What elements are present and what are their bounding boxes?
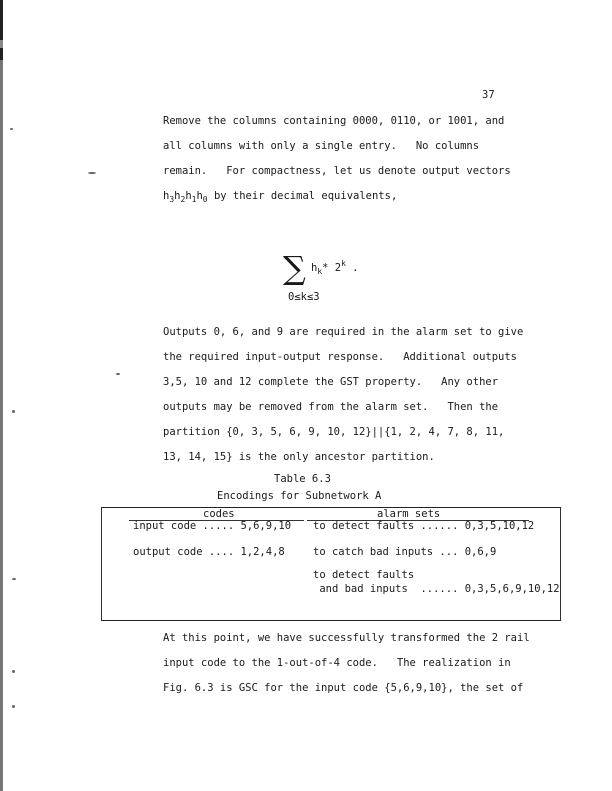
text-line: partition {0, 3, 5, 6, 9, 10, 12}||{1, 2, 4, 7, 8, 11,: [163, 426, 505, 438]
text-line: outputs may be removed from the alarm set. Then the: [163, 401, 499, 413]
table-number: Table 6.3: [274, 473, 331, 485]
formula-term: $h_k*$ 2$^k$ .: [311, 259, 359, 276]
text-line: Remove the columns containing 0000, 0110, or 1001, and: [163, 115, 505, 127]
scan-speck: [116, 373, 120, 375]
header-alarm-sets: alarm sets: [377, 508, 441, 520]
text-line: Outputs 0, 6, and 9 are required in the alarm set to give: [163, 326, 524, 338]
summation-symbol: ∑: [283, 249, 306, 287]
scan-speck: [12, 670, 15, 673]
text-line: all columns with only a single entry. No columns: [163, 140, 480, 152]
encodings-table: [101, 507, 561, 621]
text-line-subscripts: $h_3h_2h_1h_0$ by their decimal equivalents,: [163, 190, 398, 204]
text-line: Fig. 6.3 is GSC for the input code {5,6,9,10}, the set of: [163, 682, 524, 694]
page-left-edge: [0, 0, 3, 791]
table-caption: Encodings for Subnetwork A: [217, 490, 382, 502]
scan-speck: [12, 705, 15, 708]
text-line: remain. For compactness, let us denote output vectors: [163, 165, 511, 177]
alarm-row: to detect faults: [313, 569, 415, 581]
text-line: 13, 14, 15} is the only ancestor partition.: [163, 451, 435, 463]
alarm-row: to catch bad inputs ... 0,6,9: [313, 546, 497, 558]
scan-speck: [12, 578, 16, 580]
text-line: 3,5, 10 and 12 complete the GST property. Any other: [163, 376, 499, 388]
formula-range: 0≤k≤3: [288, 291, 320, 303]
text-line: At this point, we have successfully transformed the 2 rail: [163, 632, 530, 644]
scan-speck: [10, 128, 13, 130]
page-number: 37: [482, 89, 495, 101]
text-line: input code to the 1-out-of-4 code. The realization in: [163, 657, 511, 669]
text-line: the required input-output response. Additional outputs: [163, 351, 518, 363]
alarm-row: and bad inputs ...... 0,3,5,6,9,10,12: [313, 583, 560, 595]
scan-speck: [12, 410, 15, 413]
codes-row-output: output code .... 1,2,4,8: [133, 546, 285, 558]
codes-row-input: input code ..... 5,6,9,10: [133, 520, 292, 532]
scan-speck: [88, 172, 96, 174]
alarm-row: to detect faults ...... 0,3,5,10,12: [313, 520, 535, 532]
header-codes: codes: [203, 508, 235, 520]
